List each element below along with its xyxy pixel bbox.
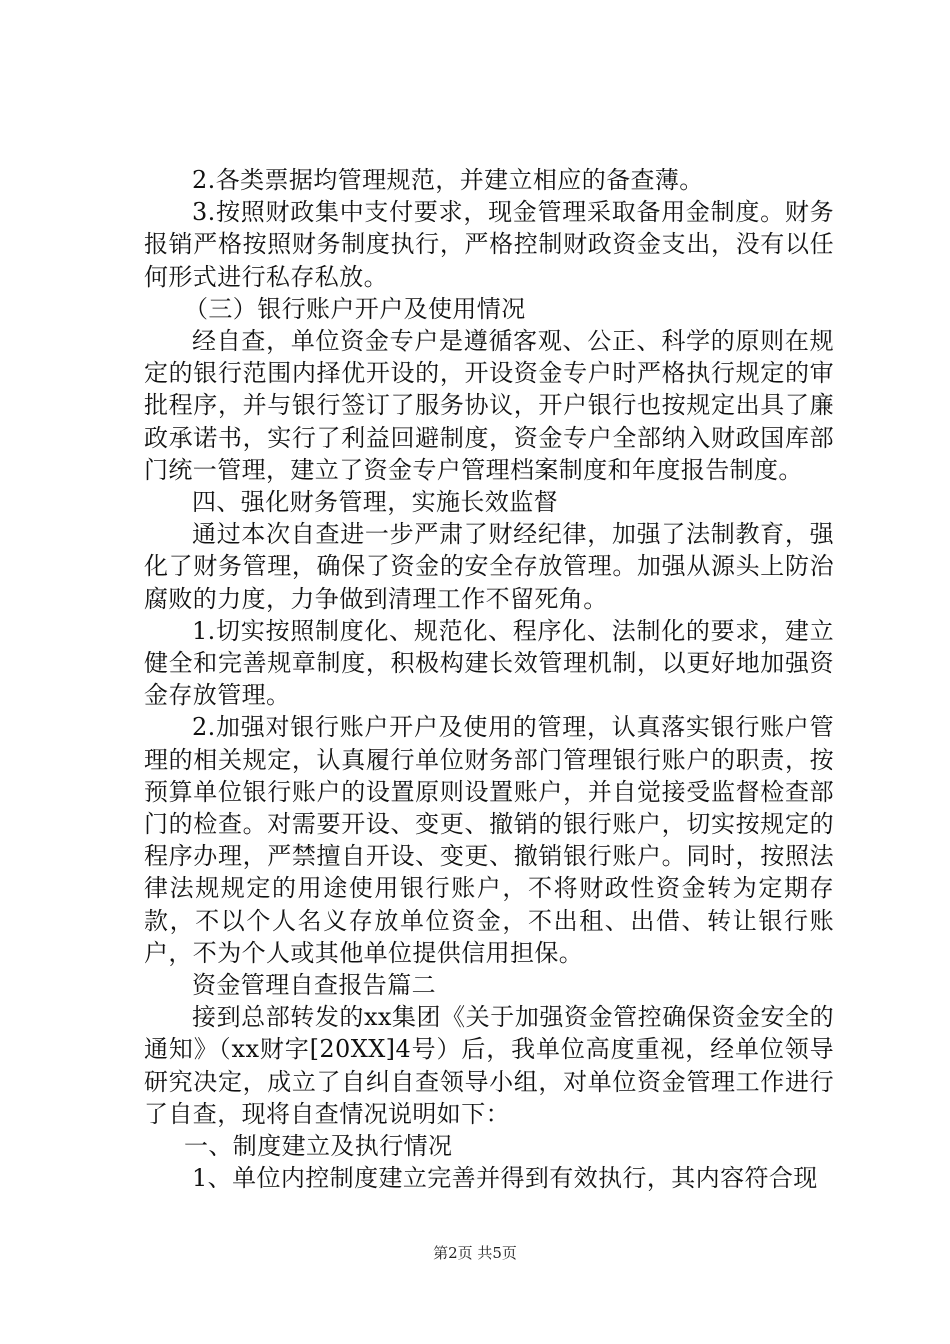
paragraph: 通过本次自查进一步严肃了财经纪律，加强了法制教育，强化了财务管理，确保了资金的安全存放管理。加强从源头上防治腐败的力度，力争做到清理工作不留死角。 xyxy=(144,520,834,613)
document-body xyxy=(144,164,834,1195)
paragraph: 接到总部转发的xx集团《关于加强资金管控确保资金安全的通知》（xx财字[20XX]4号）后，我单位高度重视，经单位领导研究决定，成立了自纠自查领导小组，对单位资金管理工作进行了自查，现将自查情况说明如下： xyxy=(144,1003,834,1128)
section-heading: 一、制度建立及执行情况 xyxy=(184,1132,453,1161)
paragraph: 2.加强对银行账户开户及使用的管理，认真落实银行账户管理的相关规定，认真履行单位财务部门管理银行账户的职责，按预算单位银行账户的设置原则设置账户，并自觉接受监督检查部门的检查。对需要开设、变更、撤销的银行账户，切实按规定的程序办理，严禁擅自开设、变更、撤销银行账户。同时，按照法律法规规定的用途使用银行账户，不将财政性资金转为定期存款，不以个人名义存放单位资金，不出租、出借、转让银行账户，不为个人或其他单位提供信用担保。 xyxy=(144,713,834,967)
paragraph: 2.各类票据均管理规范，并建立相应的备查薄。 xyxy=(192,166,704,194)
section-heading: （三）银行账户开户及使用情况 xyxy=(184,294,526,323)
page-footer: 第2页 共5页 xyxy=(433,1244,517,1262)
paragraph: 1.切实按照制度化、规范化、程序化、法制化的要求，建立健全和完善规章制度，积极构建长效管理机制，以更好地加强资金存放管理。 xyxy=(144,616,834,710)
paragraph: 经自查，单位资金专户是遵循客观、公正、科学的原则在规定的银行范围内择优开设的，开设资金专户时严格执行规定的审批程序，并与银行签订了服务协议，开户银行也按规定出具了廉政承诺书，实行了利益回避制度，资金专户全部纳入财政国库部门统一管理，建立了资金专户管理档案制度和年度报告制度。 xyxy=(144,327,834,484)
paragraph: 1、单位内控制度建立完善并得到有效执行，其内容符合现 xyxy=(192,1164,818,1193)
paragraph: 3.按照财政集中支付要求，现金管理采取备用金制度。财务报销严格按照财务制度执行，严格控制财政资金支出，没有以任何形式进行私存私放。 xyxy=(144,198,834,291)
section-heading: 资金管理自查报告篇二 xyxy=(192,971,436,1000)
section-heading: 四、强化财务管理，实施长效监督 xyxy=(192,488,558,517)
